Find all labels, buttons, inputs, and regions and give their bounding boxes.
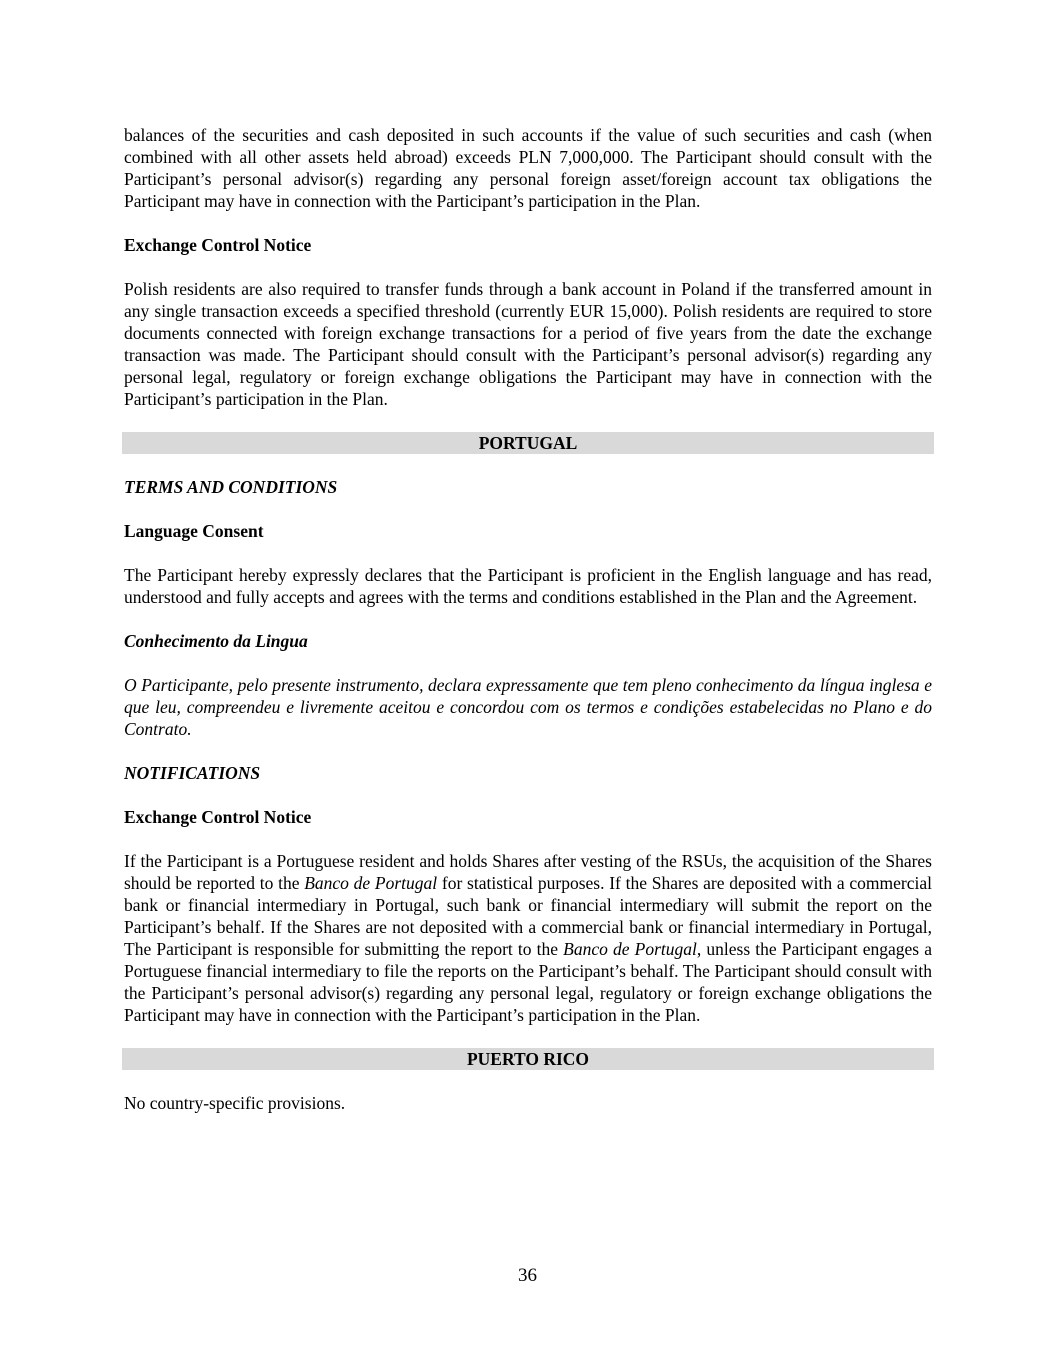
portugal-banner: PORTUGAL	[122, 432, 934, 454]
banco-de-portugal-term-1: Banco de Portugal	[304, 873, 438, 893]
poland-exchange-heading: Exchange Control Notice	[124, 235, 312, 255]
portugal-portuguese-heading: Conhecimento da Lingua	[124, 631, 308, 651]
portugal-notifications-heading: NOTIFICATIONS	[124, 763, 261, 783]
portugal-exchange-text-2: for statistical purposes. If the Shares are deposited with a commercial bank or financial intermediary in Portugal, such bank or financial intermediary will submit the report on the Participant’s behalf. If the Shares are not deposited with a commercial bank or financial intermediary in Portugal, The Participant is responsible for submitting the report to the	[124, 873, 933, 959]
banco-de-portugal-term-2: Banco de Portugal	[563, 939, 697, 959]
portugal-exchange-text-1: If the Participant is a Portuguese resident and holds Shares after vesting of the RSUs, the acquisition of the Shares should be reported to the	[124, 851, 932, 893]
portugal-exchange-paragraph	[124, 850, 932, 1026]
poland-exchange-paragraph: Polish residents are also required to transfer funds through a bank account in Poland if the transferred amount in any single transaction exceeds a specified threshold (currently EUR 15,000). Polish residents are required to store documents connected with foreign exchange transactions for a period of five years from the date the exchange transaction was made. The Participant should consult with the Participant’s personal advisor(s) regarding any personal legal, regulatory or foreign exchange obligations the Participant may have in connection with the Participant’s participation in the Plan.	[124, 279, 932, 409]
puerto-rico-banner: PUERTO RICO	[122, 1048, 934, 1070]
portugal-portuguese-paragraph: O Participante, pelo presente instrumento, declara expressamente que tem pleno conhecimento da língua inglesa e que leu, compreendeu e livremente aceitou e concordou com os termos e condições estabelecidas no Plano e do Contrato.	[124, 675, 932, 739]
page-number: 36	[518, 1265, 537, 1286]
poland-intro-paragraph: balances of the securities and cash deposited in such accounts if the value of such securities and cash (when combined with all other assets held abroad) exceeds PLN 7,000,000. The Participant should consult with the Participant’s personal advisor(s) regarding any personal foreign asset/foreign account tax obligations the Participant may have in connection with the Participant’s participation in the Plan.	[124, 125, 932, 211]
document-page	[124, 124, 932, 1114]
portugal-exchange-text-3: , unless the Participant engages a Portuguese financial intermediary to file the reports on the Participant’s behalf. The Participant should consult with the Participant’s personal advisor(s) regarding any personal legal, regulatory or foreign exchange obligations the Participant may have in connection with the Participant’s participation in the Plan.	[124, 939, 932, 1025]
portugal-language-heading: Language Consent	[124, 521, 264, 541]
puerto-rico-paragraph: No country-specific provisions.	[124, 1093, 346, 1113]
portugal-exchange-heading: Exchange Control Notice	[124, 807, 312, 827]
portugal-terms-heading: TERMS AND CONDITIONS	[124, 477, 338, 497]
portugal-language-paragraph: The Participant hereby expressly declares that the Participant is proficient in the English language and has read, understood and fully accepts and agrees with the terms and conditions established in the Plan and the Agreement.	[124, 565, 932, 607]
